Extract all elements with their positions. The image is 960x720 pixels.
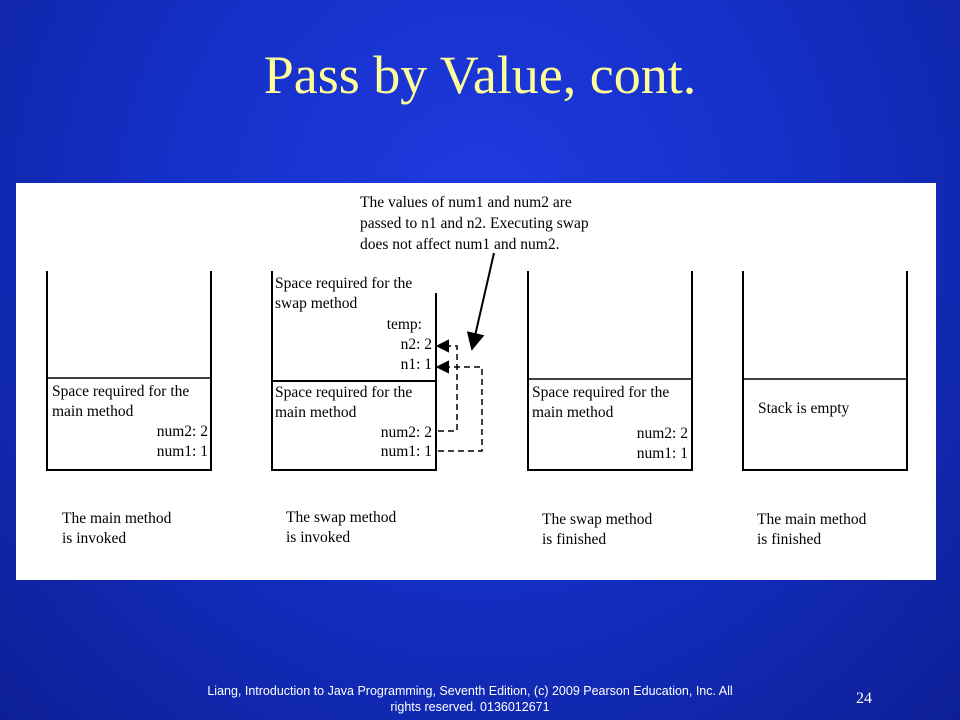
- note-line-1: The values of num1 and num2 are: [360, 194, 572, 211]
- slide-footer: [170, 683, 770, 715]
- note-arrow: [472, 253, 494, 349]
- stack-2-main-label-1: Space required for the: [275, 384, 413, 401]
- stack-3-caption-2: is finished: [542, 531, 607, 548]
- stack-2-main-label-2: main method: [275, 404, 357, 421]
- stack-1-frame-label-1: Space required for the: [52, 383, 190, 400]
- note-line-2: passed to n1 and n2. Executing swap: [360, 215, 589, 232]
- slide-title: Pass by Value, cont.: [263, 45, 697, 105]
- stack-2-caption-1: The swap method: [286, 509, 397, 526]
- stack-2-var-num2: num2: 2: [380, 424, 432, 441]
- footer-line-2: rights reserved. 0136012671: [390, 700, 550, 714]
- stack-1-var-num1: num1: 1: [156, 443, 208, 460]
- call-stack-diagram: [16, 183, 936, 580]
- dashed-arrow-num1-to-n1: [437, 367, 482, 451]
- stack-1-caption-2: is invoked: [62, 530, 127, 547]
- stack-1-frame-label-2: main method: [52, 403, 134, 420]
- page-number: 24: [856, 690, 872, 707]
- stack-4-caption-2: is finished: [757, 531, 822, 548]
- stack-3-var-num1: num1: 1: [636, 445, 688, 462]
- note-line-3: does not affect num1 and num2.: [360, 236, 560, 253]
- stack-4-container: [743, 271, 907, 470]
- stack-1-var-num2: num2: 2: [156, 423, 208, 440]
- stack-2-swap-label-2: swap method: [275, 295, 358, 312]
- footer-line-1: Liang, Introduction to Java Programming, Seventh Edition, (c) 2009 Pearson Education, Inc. All: [207, 684, 733, 698]
- stack-2-caption-2: is invoked: [286, 529, 351, 546]
- stack-3-var-num2: num2: 2: [636, 425, 688, 442]
- stack-2-var-n2: n2: 2: [400, 336, 432, 353]
- stack-3-frame-label-1: Space required for the: [532, 384, 670, 401]
- stack-1-caption-1: The main method: [62, 510, 172, 527]
- stack-4-caption-1: The main method: [757, 511, 867, 528]
- stack-3-caption-1: The swap method: [542, 511, 653, 528]
- stack-2-var-temp: temp:: [386, 316, 422, 333]
- dashed-arrow-num2-to-n2: [437, 346, 457, 431]
- stack-2-swap-label-1: Space required for the: [275, 275, 413, 292]
- stack-3-frame-label-2: main method: [532, 404, 614, 421]
- stack-2-var-n1: n1: 1: [400, 356, 432, 373]
- stack-4-empty-label: Stack is empty: [758, 400, 850, 417]
- stack-2-var-num1: num1: 1: [380, 443, 432, 460]
